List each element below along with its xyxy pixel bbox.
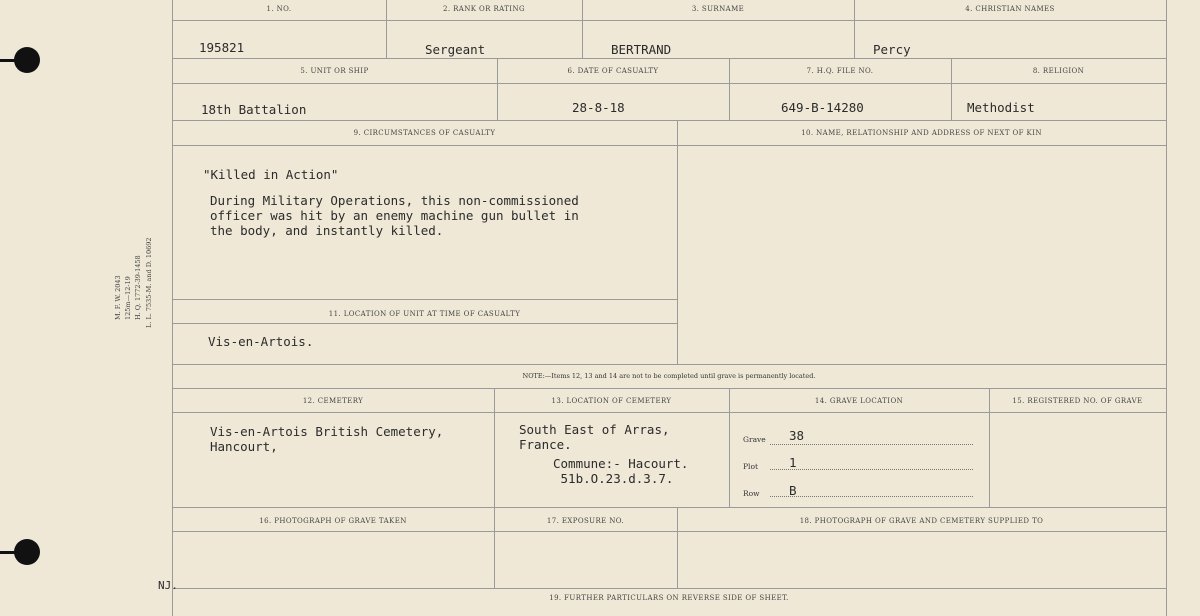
circumstances-body: During Military Operations, this non-commissioned officer was hit by an enemy machine gun bullet in the body, and instantly killed.	[210, 193, 579, 238]
grave-value: 38	[789, 428, 805, 443]
grave-label: Grave	[743, 435, 766, 444]
header-grave-location: 14. GRAVE LOCATION	[814, 397, 904, 405]
service-number: 195821	[199, 40, 245, 55]
commune-value: Commune:- Hacourt. 51b.O.23.d.3.7.	[553, 456, 689, 486]
header-no: 1. NO.	[266, 5, 292, 13]
hq-file-value: 649-B-14280	[781, 100, 864, 115]
row-value: B	[789, 483, 797, 498]
header-hq-file: 7. H.Q. FILE NO.	[806, 67, 874, 75]
plot-label: Plot	[743, 462, 758, 471]
punch-hole-top	[14, 47, 40, 73]
punch-hole-bottom	[14, 539, 40, 565]
plot-value: 1	[789, 455, 797, 470]
header-further-particulars: 19. FURTHER PARTICULARS ON REVERSE SIDE OF SHEET.	[549, 594, 789, 602]
surname-value: BERTRAND	[611, 42, 672, 57]
unit-value: 18th Battalion	[201, 102, 307, 117]
header-location-cemetery: 13. LOCATION OF CEMETERY	[551, 397, 672, 405]
header-religion: 8. RELIGION	[1032, 67, 1085, 75]
rule	[172, 20, 1166, 21]
header-christian-names: 4. CHRISTIAN NAMES	[965, 5, 1055, 13]
header-surname: 3. SURNAME	[691, 5, 745, 13]
christian-names-value: Percy	[873, 42, 911, 57]
corner-mark: NJ.	[158, 579, 178, 592]
row-label: Row	[743, 489, 760, 498]
note-text: NOTE:—Items 12, 13 and 14 are not to be completed until grave is permanently located.	[522, 372, 816, 380]
header-date: 6. DATE OF CASUALTY	[567, 67, 659, 75]
header-rank: 2. RANK OR RATING	[443, 5, 525, 13]
header-photo-grave: 16. PHOTOGRAPH OF GRAVE TAKEN	[259, 517, 407, 525]
right-margin-line	[1166, 0, 1167, 616]
header-registered-no: 15. REGISTERED NO. OF GRAVE	[1012, 397, 1143, 405]
header-unit: 5. UNIT OR SHIP	[300, 67, 369, 75]
rank-value: Sergeant	[425, 42, 486, 57]
side-print-2: 125m—12-19	[124, 276, 132, 320]
side-print-1: M. F. W. 2043	[114, 275, 122, 320]
side-print-3: H. Q. 1772-39-1458	[134, 255, 142, 320]
header-exposure: 17. EXPOSURE NO.	[546, 517, 625, 525]
location-unit-value: Vis-en-Artois.	[208, 334, 314, 349]
header-photo-supplied: 18. PHOTOGRAPH OF GRAVE AND CEMETERY SUPPLIED TO	[799, 517, 1044, 525]
header-circumstances: 9. CIRCUMSTANCES OF CASUALTY	[353, 129, 496, 137]
header-cemetery: 12. CEMETERY	[302, 397, 364, 405]
header-location-unit: 11. LOCATION OF UNIT AT TIME OF CASUALTY	[328, 310, 521, 318]
side-print-4: L. L. 7535-M. and D. 10692	[145, 237, 153, 328]
header-next-of-kin: 10. NAME, RELATIONSHIP AND ADDRESS OF NEXT OF KIN	[801, 129, 1042, 137]
cemetery-value: Vis-en-Artois British Cemetery, Hancourt,	[210, 424, 444, 454]
religion-value: Methodist	[967, 100, 1035, 115]
circumstances-title: "Killed in Action"	[203, 167, 339, 182]
date-value: 28-8-18	[572, 100, 625, 115]
location-cemetery-value: South East of Arras, France.	[519, 422, 670, 452]
